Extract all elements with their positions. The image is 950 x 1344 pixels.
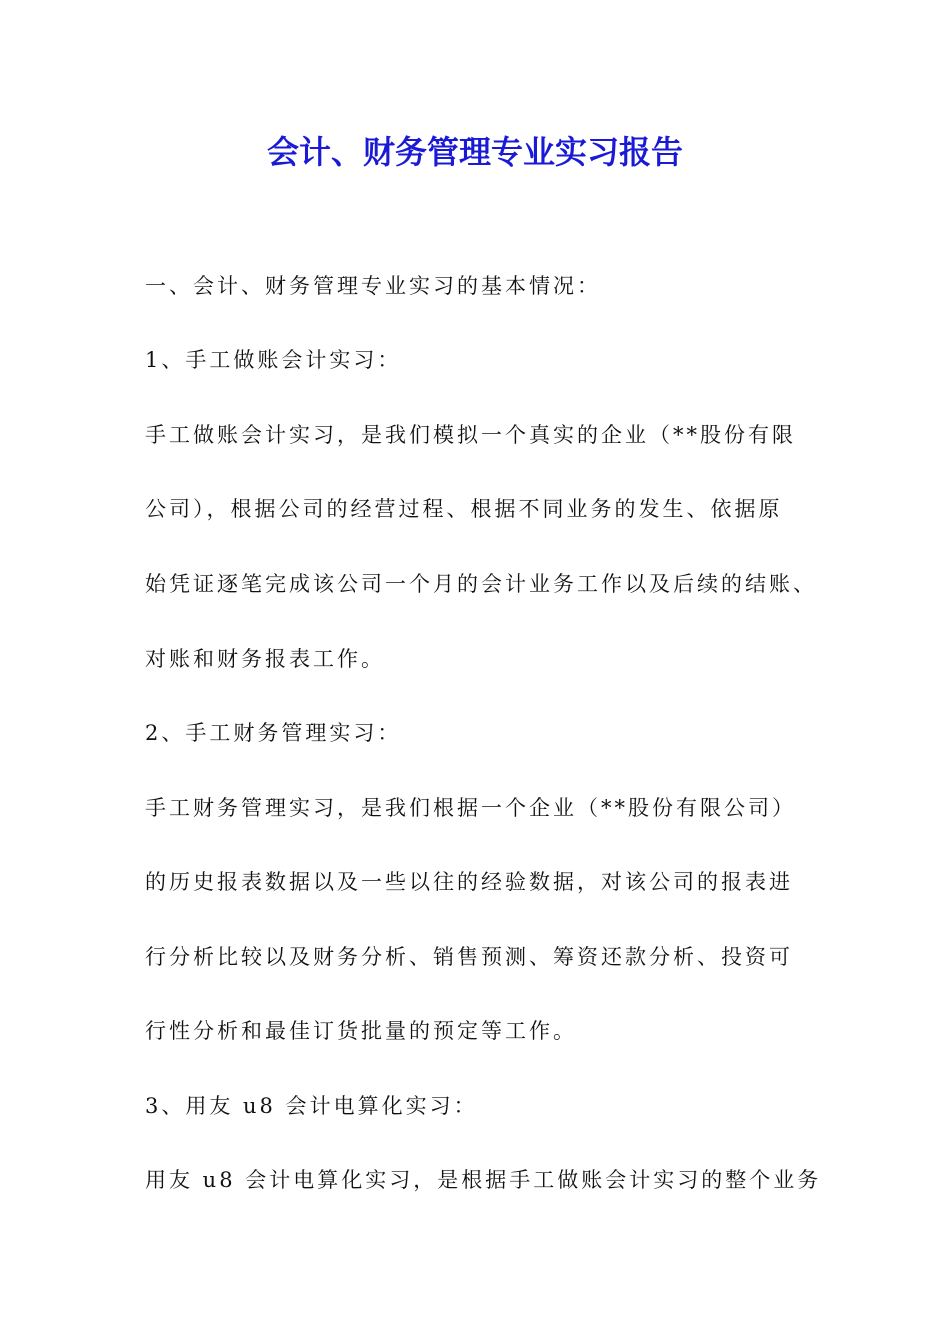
paragraph-line: 的历史报表数据以及一些以往的经验数据，对该公司的报表进 [145, 870, 793, 894]
subheading-manual-financial-management: 2、手工财务管理实习： [145, 721, 402, 745]
subheading-u8-computerized-accounting: 3、用友 u8 会计电算化实习： [145, 1094, 478, 1118]
paragraph-line: 行性分析和最佳订货批量的预定等工作。 [145, 1019, 577, 1043]
paragraph-line: 对账和财务报表工作。 [145, 647, 385, 671]
paragraph-line: 始凭证逐笔完成该公司一个月的会计业务工作以及后续的结账、 [145, 572, 817, 596]
paragraph-line: 用友 u8 会计电算化实习，是根据手工做账会计实习的整个业务 [145, 1168, 822, 1192]
paragraph-line: 手工财务管理实习，是我们根据一个企业（**股份有限公司） [145, 796, 796, 820]
paragraph-line: 手工做账会计实习，是我们模拟一个真实的企业（**股份有限 [145, 423, 796, 447]
section-heading-basic-situation: 一、会计、财务管理专业实习的基本情况： [145, 274, 601, 298]
paragraph-line: 行分析比较以及财务分析、销售预测、筹资还款分析、投资可 [145, 945, 793, 969]
paragraph-line: 公司），根据公司的经营过程、根据不同业务的发生、依据原 [145, 497, 783, 521]
document-title: 会计、财务管理专业实习报告 [266, 133, 683, 171]
subheading-manual-bookkeeping: 1、手工做账会计实习： [145, 348, 402, 372]
